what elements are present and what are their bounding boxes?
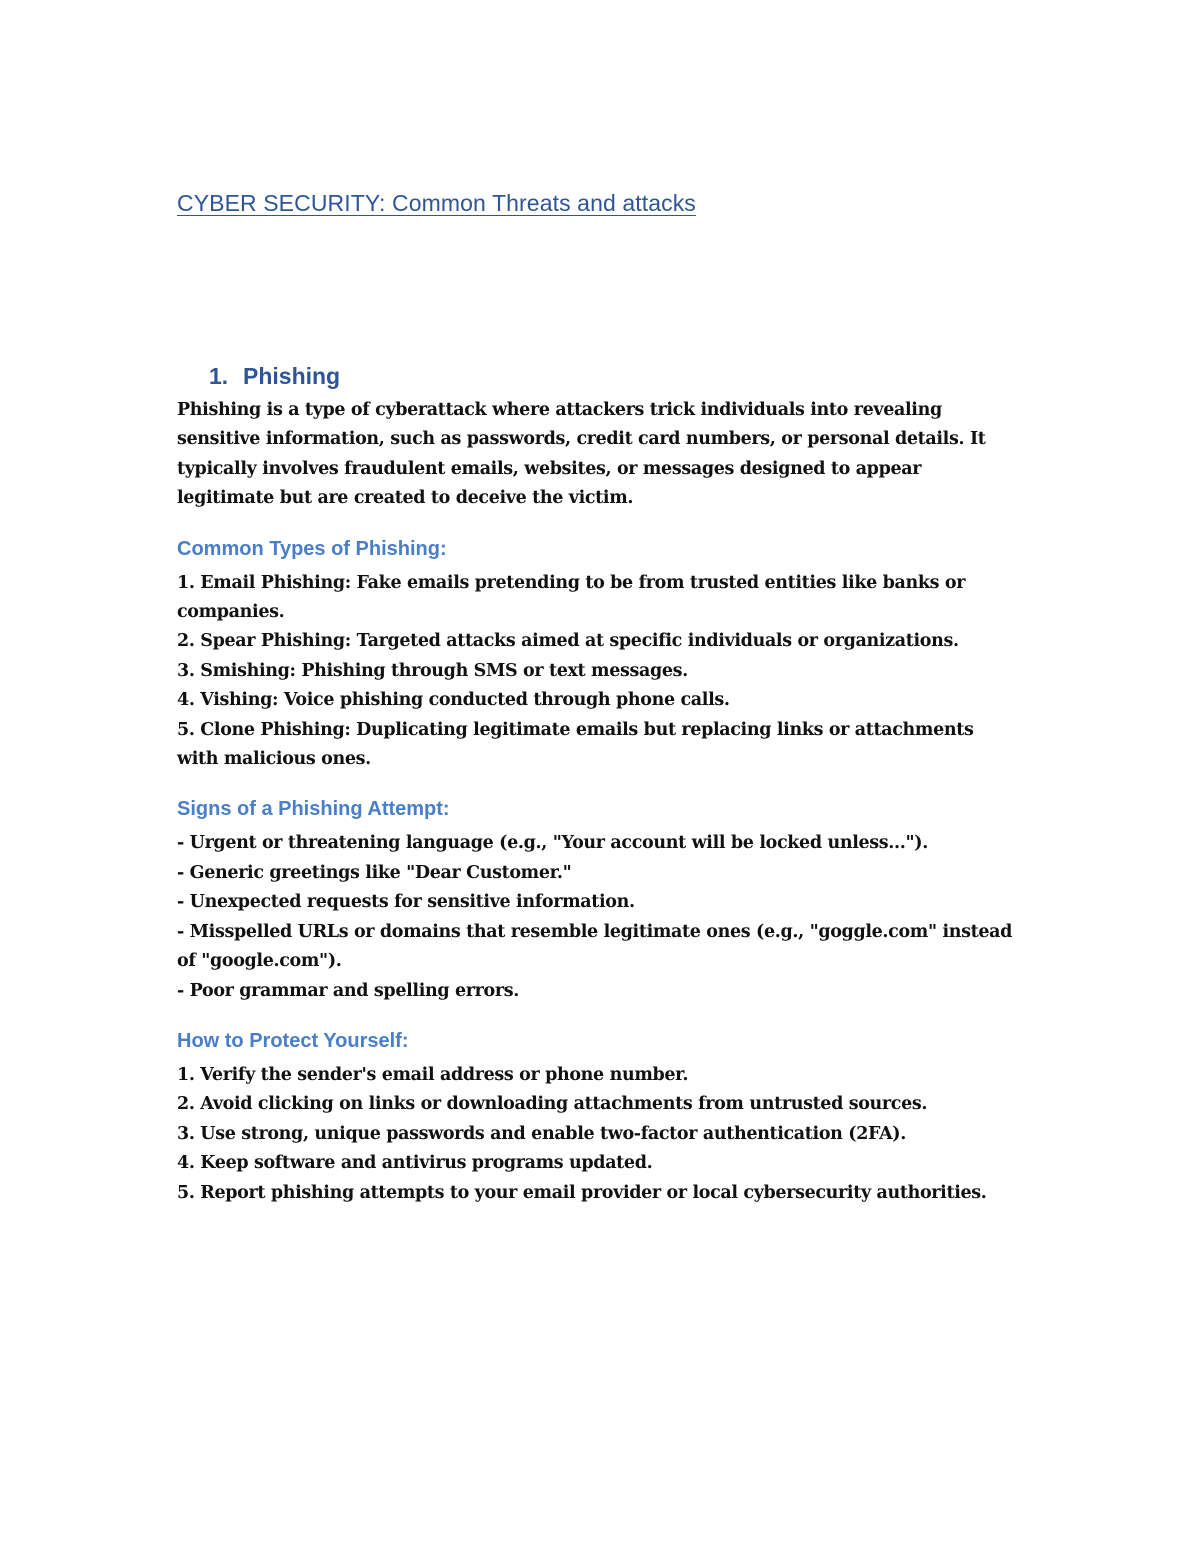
list-item: 2. Spear Phishing: Targeted attacks aimed at specific individuals or organizations. xyxy=(177,631,959,652)
list-item: - Unexpected requests for sensitive information. xyxy=(177,892,635,913)
section-title: Phishing xyxy=(243,363,341,389)
section-number: 1. xyxy=(209,363,229,389)
list-item: - Poor grammar and spelling errors. xyxy=(177,980,519,1001)
signs-list xyxy=(177,829,1017,1005)
list-item: 5. Clone Phishing: Duplicating legitimate emails but replacing links or attachments with malicious ones. xyxy=(177,719,974,770)
list-item: - Misspelled URLs or domains that resemble legitimate ones (e.g., "goggle.com" instead of "google.com"). xyxy=(177,921,1013,972)
list-item: 4. Vishing: Voice phishing conducted through phone calls. xyxy=(177,690,730,711)
section-heading-phishing xyxy=(209,360,1017,392)
list-item: 1. Email Phishing: Fake emails pretending to be from trusted entities like banks or companies. xyxy=(177,572,966,623)
phishing-intro-paragraph: Phishing is a type of cyberattack where attackers trick individuals into revealing sensitive information, such as passwords, credit card numbers, or personal details. It typically involves fraudulent emails, websites, or messages designed to appear legitimate but are created to deceive the victim. xyxy=(177,400,986,509)
document-body xyxy=(177,360,1017,1208)
document-title: CYBER SECURITY: Common Threats and attacks xyxy=(177,190,696,216)
list-item: 2. Avoid clicking on links or downloading attachments from untrusted sources. xyxy=(177,1094,928,1115)
protect-list xyxy=(177,1061,1017,1208)
list-item: - Urgent or threatening language (e.g., "Your account will be locked unless..."). xyxy=(177,833,928,854)
types-heading: Common Types of Phishing: xyxy=(177,537,447,560)
list-item: 3. Use strong, unique passwords and enable two-factor authentication (2FA). xyxy=(177,1123,906,1144)
list-item: 4. Keep software and antivirus programs updated. xyxy=(177,1153,653,1174)
list-item: 1. Verify the sender's email address or phone number. xyxy=(177,1064,689,1085)
list-item: 3. Smishing: Phishing through SMS or text messages. xyxy=(177,660,688,681)
protect-heading: How to Protect Yourself: xyxy=(177,1029,409,1052)
signs-heading: Signs of a Phishing Attempt: xyxy=(177,798,450,821)
list-item: 5. Report phishing attempts to your email provider or local cybersecurity authorities. xyxy=(177,1182,987,1203)
types-list xyxy=(177,569,1017,775)
list-item: - Generic greetings like "Dear Customer." xyxy=(177,862,572,883)
